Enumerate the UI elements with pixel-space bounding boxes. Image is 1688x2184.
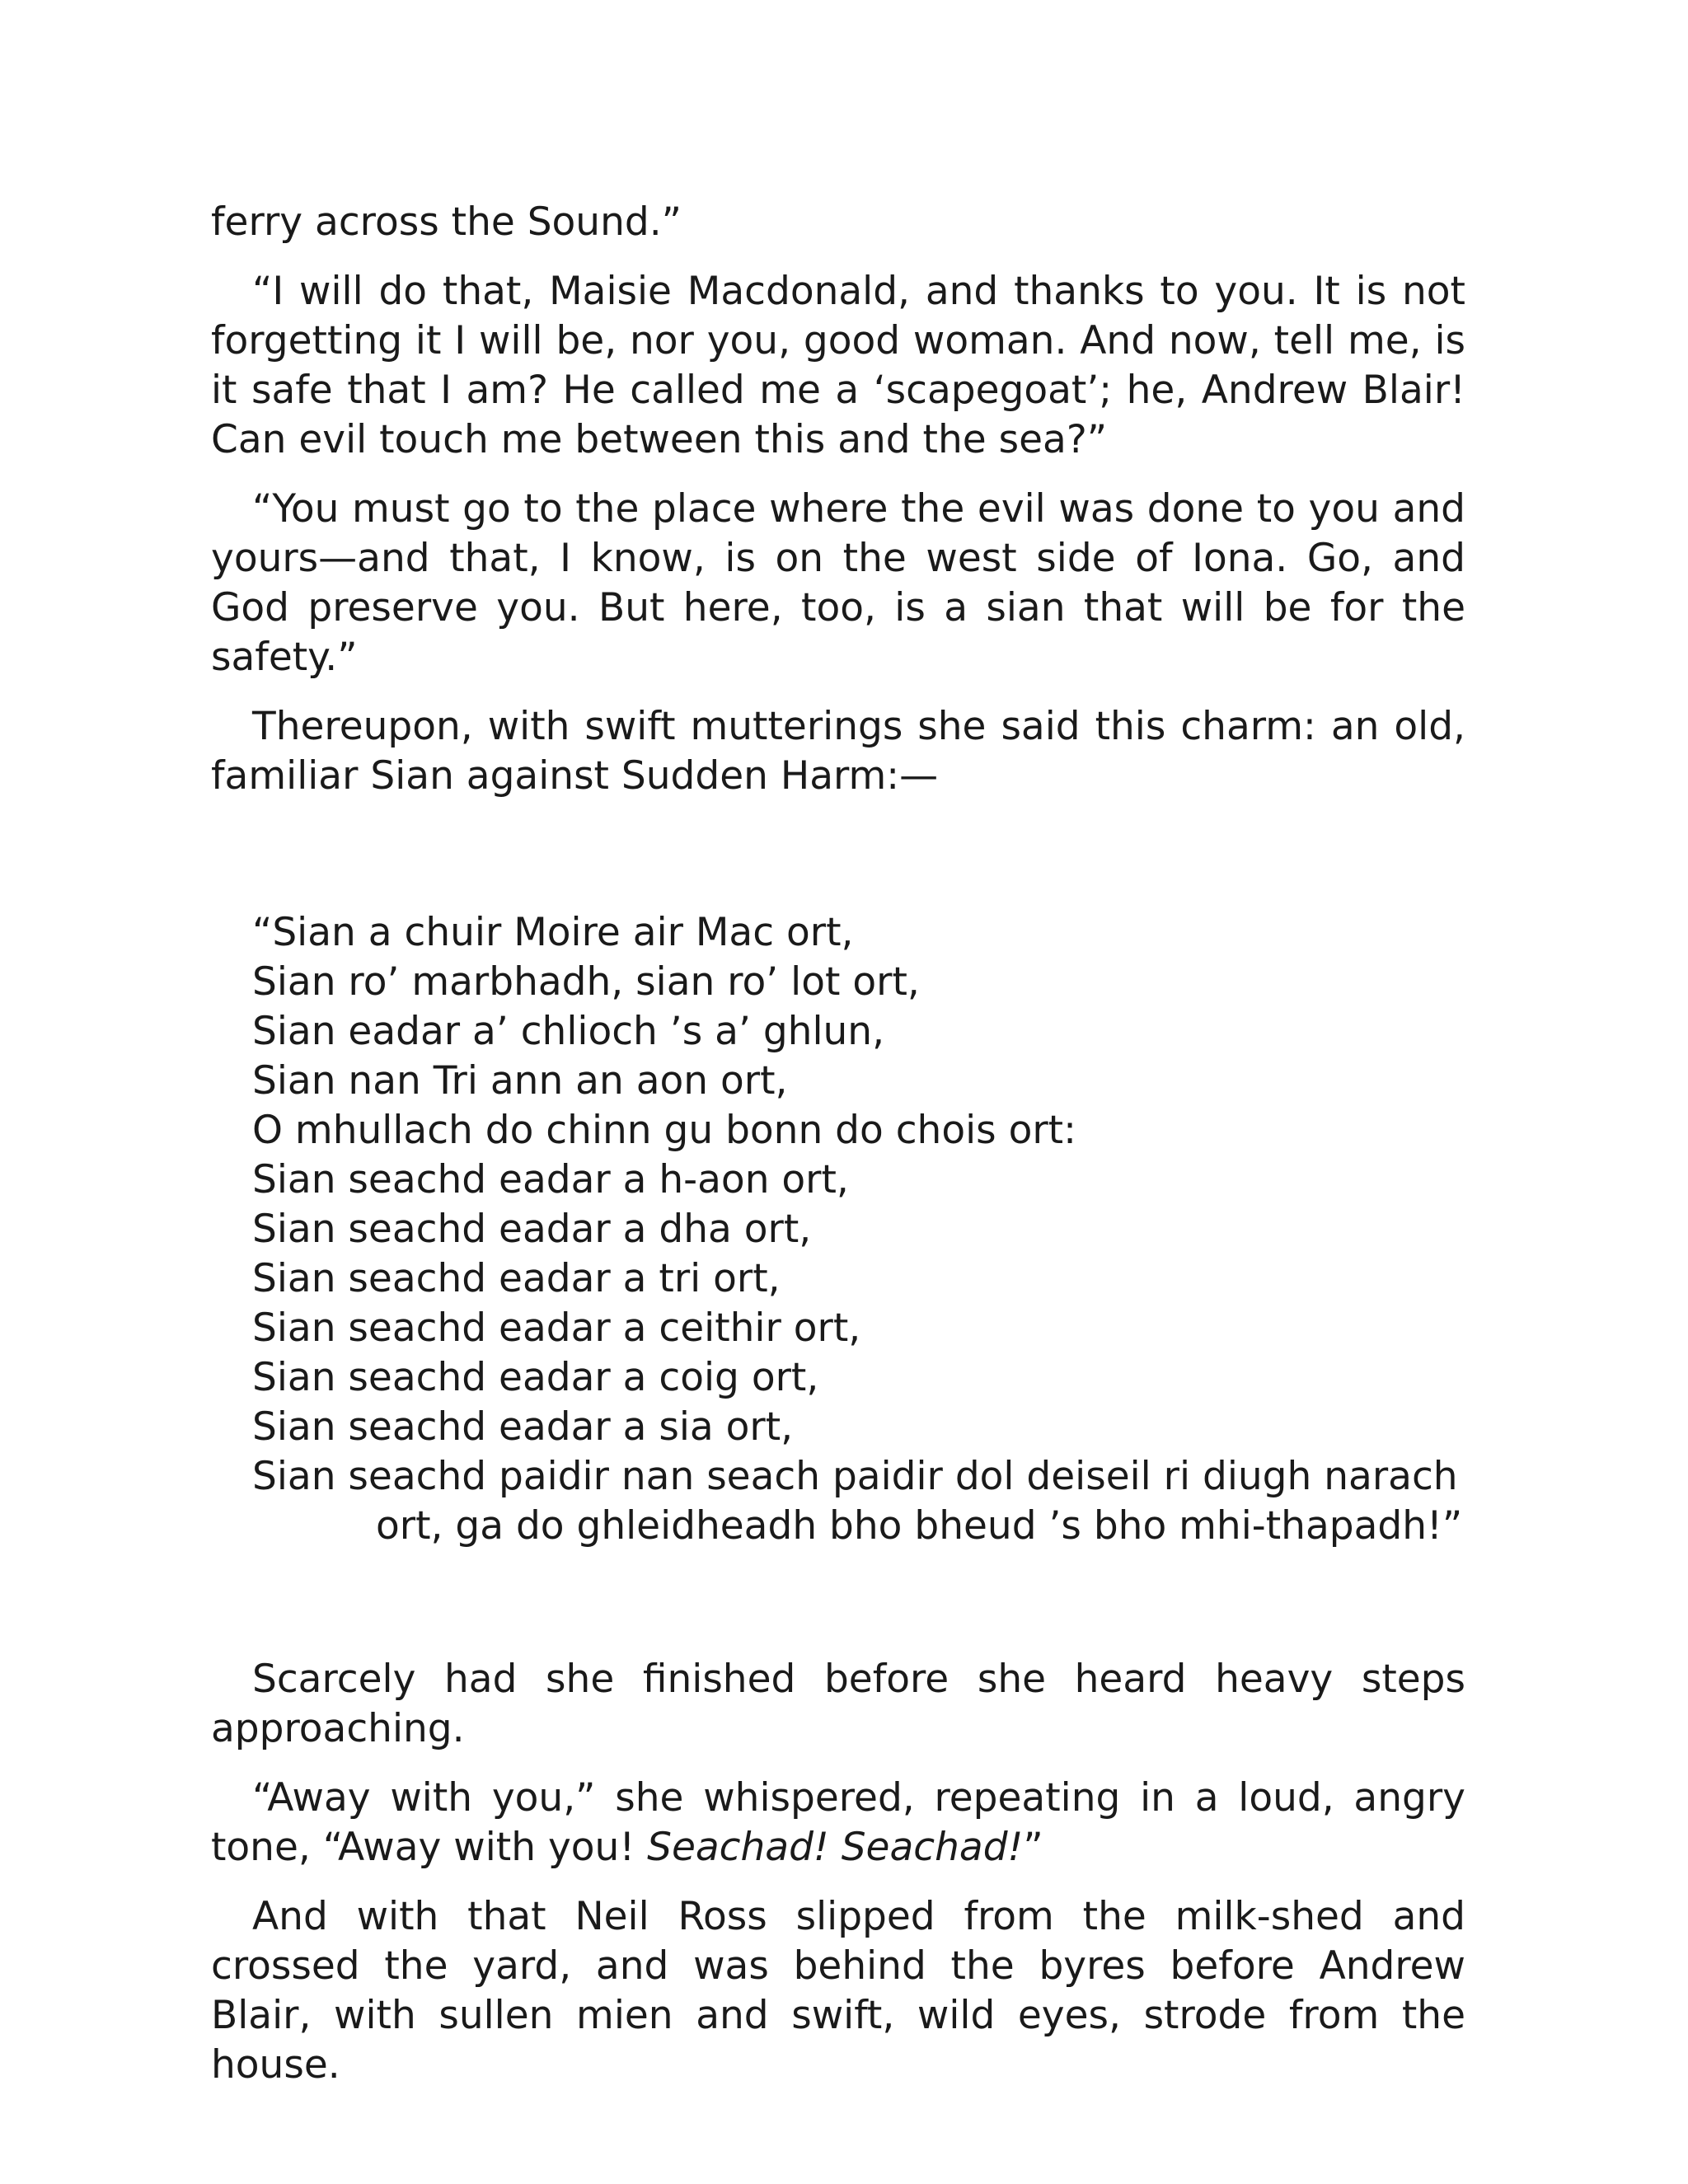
- paragraph: [211, 1774, 1465, 1872]
- verse-line: Sian eadar a’ chlioch ’s a’ ghlun,: [252, 1009, 885, 1054]
- italic-text: Seachad! Seachad!: [647, 1825, 1024, 1870]
- paragraph: Scarcely had she finished before she heard heavy steps approaching.: [211, 1657, 1465, 1751]
- verse-line: Sian seachd eadar a sia ort,: [252, 1404, 794, 1450]
- paragraph: ferry across the Sound.”: [211, 199, 682, 245]
- paragraph-text: ”: [1023, 1825, 1043, 1870]
- verse-line: Sian seachd eadar a coig ort,: [252, 1355, 819, 1400]
- verse-line: Sian ro’ marbhadh, sian ro’ lot ort,: [252, 959, 920, 1005]
- paragraph: And with that Neil Ross slipped from the milk-shed and crossed the yard, and was behind the byres before Andrew Blair, with sullen mien and swift, wild eyes, strode from the house.: [211, 1894, 1465, 2088]
- verse-line: Sian seachd eadar a tri ort,: [252, 1256, 781, 1301]
- verse-line: O mhullach do chinn gu bonn do chois ort:: [252, 1108, 1076, 1153]
- paragraph-text: “Away with you,” she whispered, repeating in a loud, angry tone, “Away with you!: [211, 1775, 1465, 1870]
- verse-line-continuation: ort, ga do ghleidheadh bho bheud ’s bho mhi-thapadh!”: [376, 1503, 1463, 1549]
- verse-line: “Sian a chuir Moire air Mac ort,: [252, 910, 854, 955]
- paragraph: Thereupon, with swift mutterings she said this charm: an old, familiar Sian against Sudden Harm:—: [211, 704, 1465, 799]
- verse-line: Sian nan Tri ann an aon ort,: [252, 1058, 788, 1104]
- verse-line: Sian seachd eadar a ceithir ort,: [252, 1305, 861, 1351]
- paragraph: “I will do that, Maisie Macdonald, and thanks to you. It is not forgetting it I will be, nor you, good woman. And now, tell me, is it safe that I am? He called me a ‘scapegoat’; he, Andrew Blair! Can evil touch me between this and the sea?”: [211, 269, 1465, 462]
- page-body: [211, 198, 1465, 2110]
- verse-line: Sian seachd eadar a dha ort,: [252, 1207, 812, 1252]
- verse-line: Sian seachd paidir nan seach paidir dol deiseil ri diugh narach: [252, 1454, 1458, 1499]
- paragraph: “You must go to the place where the evil was done to you and yours—and that, I know, is on the west side of Iona. Go, and God preserve you. But here, too, is a sian that will be for the safety.”: [211, 486, 1465, 680]
- verse-line: Sian seachd eadar a h-aon ort,: [252, 1157, 849, 1202]
- charm-verse: [252, 908, 1465, 1551]
